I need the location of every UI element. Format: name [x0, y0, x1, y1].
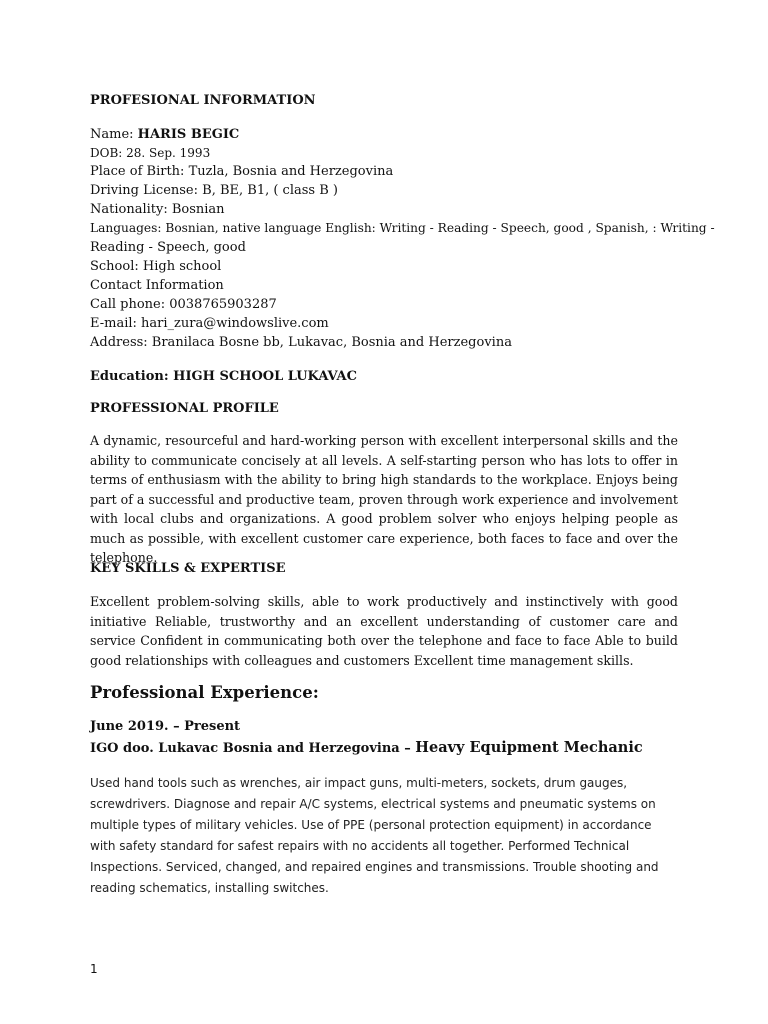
- section-title-key-skills: KEY SKILLS & EXPERTISE: [90, 561, 286, 576]
- skills-paragraph: Excellent problem-solving skills, able to work productively and instinctively with good initiative Reliable, trustworthy and an excellent understanding of customer care and service Confident in communicating both over the telephone and face to face Able to build good relationships with colleagues and customers Excellent time management skills.: [90, 594, 678, 668]
- languages-line-1: Languages: Bosnian, native language English: Writing - Reading - Speech, good , Spanish, : Writing -: [90, 221, 715, 235]
- job-role: Heavy Equipment Mechanic: [415, 739, 643, 756]
- school-line: School: High school: [90, 259, 222, 274]
- languages-line-2: Reading - Speech, good: [90, 240, 246, 255]
- section-title-professional-experience: Professional Experience:: [90, 683, 319, 702]
- contact-heading: Contact Information: [90, 278, 224, 293]
- page-number: 1: [90, 962, 98, 976]
- email-line: E-mail: hari_zura@windowslive.com: [90, 316, 329, 331]
- profile-paragraph: A dynamic, resourceful and hard-working person with excellent interpersonal skills and the ability to communicate concisely at all levels. A self-starting person who has lots to offer in terms of enthusiasm with the ability to bring high standards to the workplace. Enjoys being part of a successful and productive team, proven through work experience and involvement with local clubs and organizations. A good problem solver who enjoys helping people as much as possible, with excellent customer care experience, both faces to face and over the telephone.: [90, 433, 678, 565]
- job-date: June 2019. – Present: [90, 719, 241, 734]
- name-line: [90, 125, 239, 144]
- section-title-professional-profile: PROFESSIONAL PROFILE: [90, 401, 279, 416]
- address-line: Address: Branilaca Bosne bb, Lukavac, Bosnia and Herzegovina: [90, 335, 512, 350]
- name-value: HARIS BEGIC: [137, 127, 240, 142]
- job-title-line: [90, 739, 643, 756]
- nationality-line: Nationality: Bosnian: [90, 202, 225, 217]
- section-title-professional-information: PROFESIONAL INFORMATION: [90, 93, 316, 108]
- phone-line: Call phone: 0038765903287: [90, 297, 277, 312]
- name-label: Name:: [90, 127, 138, 142]
- education-heading: Education: HIGH SCHOOL LUKAVAC: [90, 369, 357, 384]
- license-line: Driving License: B, BE, B1, ( class B ): [90, 183, 338, 198]
- job-company: IGO doo. Lukavac Bosnia and Herzegovina –: [90, 741, 416, 756]
- birth-line: Place of Birth: Tuzla, Bosnia and Herzegovina: [90, 164, 394, 179]
- job-description: Used hand tools such as wrenches, air impact guns, multi-meters, sockets, drum gauges, screwdrivers. Diagnose and repair A/C systems, electrical systems and pneumatic systems on multiple types of military vehicles. Use of PPE (personal protection equipment) in accordance with safety standard for safest repairs with no accidents all together. Performed Technical Inspections. Serviced, changed, and repaired engines and transmissions. Trouble shooting and reading schematics, installing switches.: [90, 776, 659, 895]
- dob-line: DOB: 28. Sep. 1993: [90, 146, 211, 160]
